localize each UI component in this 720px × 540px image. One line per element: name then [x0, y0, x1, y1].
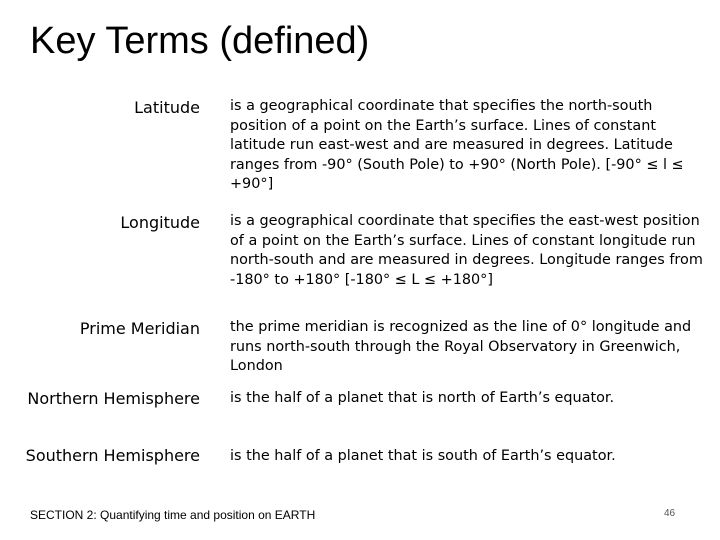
term-northern-hemisphere: Northern Hemisphere	[27, 389, 200, 408]
term-latitude: Latitude	[134, 98, 200, 117]
definition-latitude: is a geographical coordinate that specifies the north-south position of a point on the Earth’s surface. Lines of constant latitude run east-west and are measured in degrees. Latitude ranges from -90° (South Pole) to +90° (North Pole). [-90° ≤ l ≤ +90°]	[230, 98, 684, 192]
definition-prime-meridian: the prime meridian is recognized as the line of 0° longitude and runs north-south through the Royal Observatory in Greenwich, London	[230, 319, 692, 374]
term-southern-hemisphere: Southern Hemisphere	[25, 446, 200, 465]
definition-northern-hemisphere: is the half of a planet that is north of Earth’s equator.	[230, 390, 615, 406]
footer-section-label: SECTION 2: Quantifying time and position on EARTH	[30, 508, 316, 522]
page-number: 46	[664, 508, 676, 519]
term-longitude: Longitude	[120, 213, 200, 232]
term-prime-meridian: Prime Meridian	[79, 319, 200, 338]
definition-southern-hemisphere: is the half of a planet that is south of Earth’s equator.	[230, 448, 616, 464]
slide-title: Key Terms (defined)	[30, 20, 370, 62]
definition-longitude: is a geographical coordinate that specifies the east-west position of a point on the Earth’s surface. Lines of constant longitude run north-south and are measured in degrees. Longitude ranges from -180° to +180° [-180° ≤ L ≤ +180°]	[230, 213, 703, 288]
